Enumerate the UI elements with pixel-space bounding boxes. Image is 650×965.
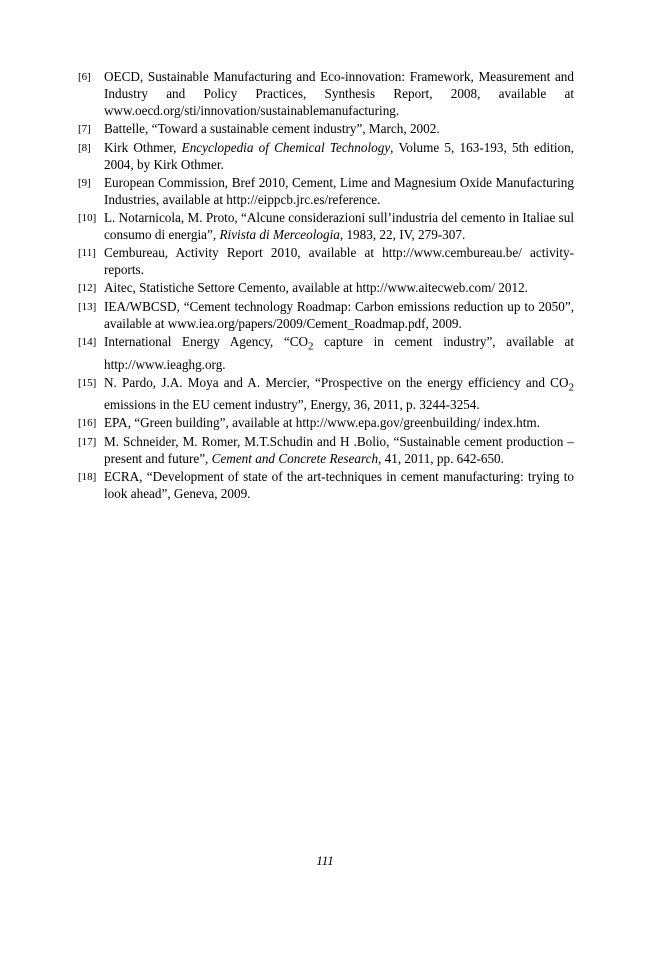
reference-text-segment: emissions in the EU cement industry”, Energy, 36, 2011, p. 3244-3254. [104,397,480,413]
reference-number: [17] [78,436,97,449]
reference-item [78,433,574,467]
reference-item [78,468,574,502]
reference-text [104,139,574,173]
reference-number: [8] [78,142,91,154]
reference-text-segment: Battelle, “Toward a sustainable cement industry”, March, 2002. [104,121,440,136]
reference-text [104,414,574,431]
reference-text-segment: ECRA, “Development of state of the art-techniques in cement manufacturing: trying to look ahead”, Geneva, 2009. [104,469,574,502]
reference-text-segment: M. Schneider, M. Romer, M.T.Schudin and H .Bolio, “Sustainable cement production – present and future”, [104,434,574,467]
reference-number: [15] [78,376,97,389]
reference-text [104,209,574,243]
reference-text [104,374,574,414]
page-number: 111 [316,853,334,868]
reference-item [78,244,574,278]
reference-number: [13] [78,301,97,313]
reference-item [78,68,574,119]
reference-item [78,298,574,332]
reference-italic-title: Rivista di Merceologia [219,227,340,242]
reference-text-segment: L. Notarnicola, M. Proto, “Alcune considerazioni sull’industria del cemento in Italiae sul consumo di energia”, [104,210,574,242]
reference-list [78,68,574,503]
reference-item [78,139,574,173]
subscript: 2 [568,381,574,394]
reference-item [78,279,574,297]
reference-number: [6] [78,71,91,83]
reference-text-segment: EPA, “Green building”, available at http://www.epa.gov/greenbuilding/ index.htm. [104,415,540,431]
reference-text [104,279,574,296]
reference-text-segment: International Energy Agency, “CO [104,334,309,349]
reference-italic-title: Cement and Concrete Research [211,451,379,467]
reference-number: [10] [78,212,97,224]
reference-text-segment: European Commission, Bref 2010, Cement, Lime and Magnesium Oxide Manufacturing Industries, available at http://eippcb.jrc.es/reference. [104,175,574,207]
reference-text [104,68,574,119]
reference-text [104,174,574,208]
reference-text-segment: , 1983, 22, IV, 279-307. [339,227,466,242]
reference-number: [7] [78,123,91,135]
reference-text [104,333,574,373]
reference-item [78,414,574,432]
reference-text [104,468,574,502]
subscript: 2 [308,340,314,353]
reference-item [78,174,574,208]
reference-text-segment: Cembureau, Activity Report 2010, available at http://www.cembureau.be/ activity-reports. [104,245,574,277]
reference-text-segment: OECD, Sustainable Manufacturing and Eco-innovation: Framework, Measurement and Industry and Policy Practices, Synthesis Report, 2008, available at www.oecd.org/sti/innovation/sustainablemanufacturing. [104,69,574,118]
reference-item [78,120,574,138]
reference-item [78,333,574,373]
reference-text [104,298,574,332]
reference-text-segment: , 41, 2011, pp. 642-650. [378,451,504,467]
reference-number: [11] [78,247,96,259]
reference-number: [9] [78,177,91,189]
reference-number: [14] [78,336,97,348]
reference-text-segment: N. Pardo, J.A. Moya and A. Mercier, “Prospective on the energy efficiency and CO [104,374,569,390]
reference-text [104,244,574,278]
reference-text-segment: , Volume 5, 163-193, 5th edition, 2004, by Kirk Othmer. [104,140,574,172]
reference-text [104,433,574,467]
reference-text-segment: Aitec, Statistiche Settore Cemento, available at http://www.aitecweb.com/ 2012. [104,280,528,295]
reference-italic-title: Encyclopedia of Chemical Technology [181,140,391,155]
reference-item [78,209,574,243]
reference-text-segment: IEA/WBCSD, “Cement technology Roadmap: Carbon emissions reduction up to 2050”, available at www.iea.org/papers/2009/Cement_Roadmap.pdf, 2009. [104,299,574,331]
reference-text-segment: capture in cement industry”, available at http://www.ieaghg.org. [104,334,574,372]
reference-number: [18] [78,471,97,484]
reference-text [104,120,574,137]
reference-number: [16] [78,417,97,430]
reference-number: [12] [78,282,97,294]
reference-item [78,374,574,414]
reference-text-segment: Kirk Othmer, [104,140,182,155]
